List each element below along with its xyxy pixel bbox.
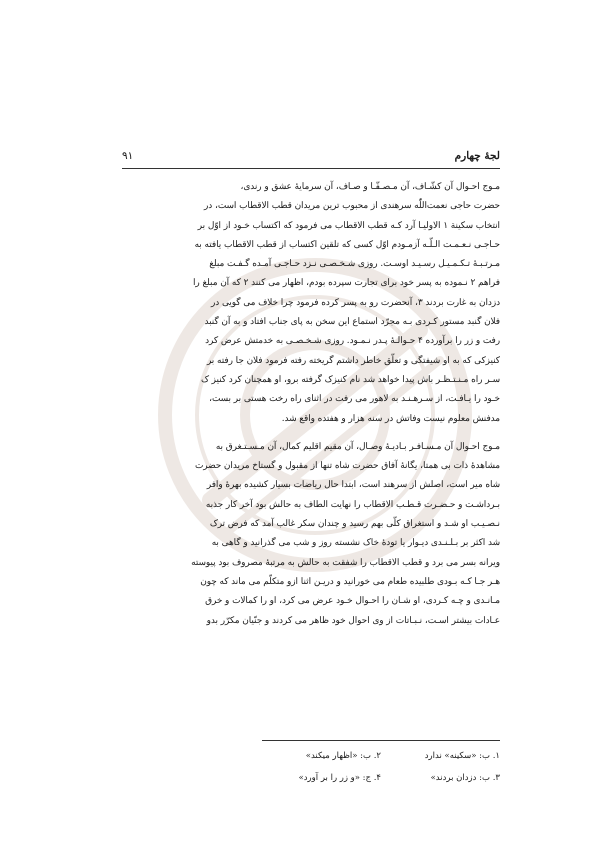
footnote-2: ۲. ب: «اظهار میکند» [305, 751, 381, 761]
paragraph-2 [122, 438, 500, 631]
text-line: مدفنش معلوم نیست وفاتش در سنه هزار و هفتده واقع شد. [281, 413, 500, 424]
text-line: مـرتـبـۀ تـکـمـیـل رسـیـد اوسـت. روزی شـخـصـی نـزد حـاجـی آمـده گـفـت مبلغ [209, 259, 500, 270]
text-line: نـصـیـب او شـد و استغراق کلّی بهم رسید و چندان سکر غالب آمد که فرض ترک [209, 519, 500, 530]
footnote-divider [262, 740, 500, 741]
text-line: شد اکثر بر بـلـنـدی دیـوار یا تودۀ خاک نشسته روز و شب می گذرانید و گاهی به [211, 538, 500, 549]
text-line: انتخاب سکینة ۱ الاولیـا آرد کـه قطب الاقطاب می فرمود که اکتساب خـود از اوّل بر [197, 220, 500, 231]
text-line: سـر راه مـنـتـظـر باش پیدا خواهد شد نام کنیزک گرفته برو، او همچنان کرد کنیز ک [200, 374, 500, 385]
text-line: شاه میر است، اصلش از سرهند است، ابتدا حال ریاضات بسیار کشیده بهرۀ وافر [206, 480, 500, 491]
body-text [122, 178, 500, 631]
text-line: فلان گنبد مستور کـردی بـه مجرّد استماع این سخن به پای جناب افتاد و به آن گنبد [204, 317, 500, 328]
text-line: مـوج احـوال آن مـسـافـر بـادیـۀ وصـال، آن مقیم اقلیم کمال، آن مـسـتـغرق به [215, 441, 500, 452]
paragraph-gap [122, 429, 500, 438]
paragraph-1 [122, 178, 500, 429]
text-line: عـادات بیشتر اسـت، نـبـاتات از وی احوال خود ظاهر می کردند و جنّیان مکرّر بدو [206, 615, 500, 626]
text-line: رفت و زر را برآورده ۴ حـوالـۀ پـدر نـمـود. روزی شـخـصـی به خدمتش عرض کرد [205, 336, 500, 347]
text-line: فراهم ۲ نـموده به پسر خود برای تجارت سپرده بودم، اظهار می کنند ۲ که آن مبلغ را [192, 278, 500, 289]
text-line: دزدان به غارت بردند ۳، آنحضرت رو به پسر کرده فرمود چرا خلاف می گویی در [211, 297, 500, 308]
footnotes [262, 749, 500, 793]
text-line: مشاهدۀ ذات بی همتا، یگانۀ آفاق حضرت شاه تنها از مقبول و گستاخ مریدان حضرت [194, 461, 500, 472]
text-line: خـود را یـافـت، از سـرهـنـد به لاهور می رفت در اثنای راه رخت هستی بر بست، [209, 394, 500, 405]
text-line: حـاجـی نـعـمـت الـلّـه آزمـودم اوّل کسی که تلقین اکتساب از قطب الاقطاب یافته به [194, 239, 500, 250]
page-number: ۹۱ [122, 150, 134, 162]
running-header [122, 150, 500, 169]
text-line: هـر جـا کـه بـودی طلبیده طعام می خورانید و دریـن اثنا ازو متکلّم می ماند که چون [200, 576, 500, 587]
footnote-row [262, 749, 500, 771]
text-line: کنیزکی که به او شیفتگی و تعلّق خاطر داشتم گریخته رفته فرمود فلان جا رفته بر [206, 355, 500, 366]
footnote-1: ۱. ب: «سکینه» ندارد [424, 751, 500, 761]
text-line: مـانـدی و چـه کـردی، او شـان را احـوال خـود عرض می کرد، او را کمالات و خرق [205, 596, 500, 607]
text-line: ویرانه بسر می برد و قطب الاقطاب را شفقت به حالش به مرتبۀ مصروف بود پیوسته [191, 557, 500, 568]
footnote-3: ۳. ب: دزدان بردند» [430, 773, 500, 783]
text-line: حضرت حاجی نعمت‌اللّٰه سرهندی از محبوب ترین مریدان قطب الاقطاب است، در [204, 201, 500, 212]
footnote-4: ۴. ج: «و زر را بر آورد» [298, 773, 381, 783]
footnote-row [262, 771, 500, 793]
text-line: بـرداشـت و حـضـرت قـطـب الاقطاب را نهایت الطاف به حالش بود آخر کار جذبه [205, 499, 500, 510]
text-line: مـوج احـوال آن کشّـاف، آن مـصـفّـا و صـاف، آن سرمایۀ عشق و رندی، [240, 182, 500, 192]
running-title: لجۀ چهارم [454, 150, 500, 162]
